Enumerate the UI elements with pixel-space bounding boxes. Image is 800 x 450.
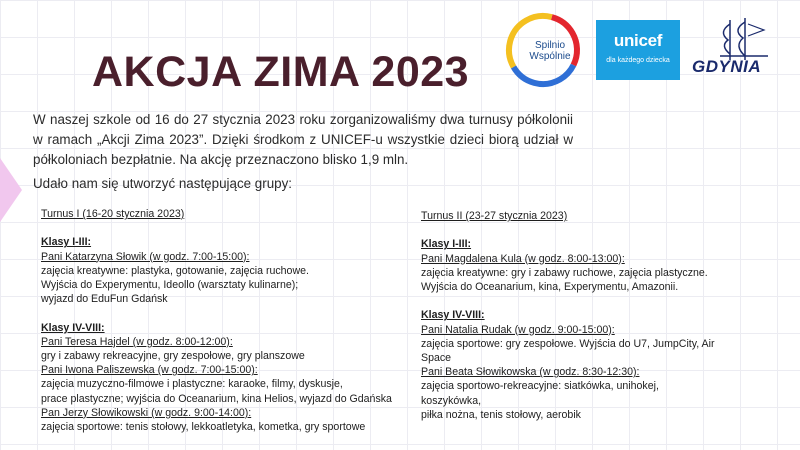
unicef-name: unicef [613, 31, 663, 50]
intro-paragraph: W naszej szkole od 16 do 27 stycznia 2023 roku zorganizowaliśmy dwa turnusy półkolonii w ramach „Akcji Zima 2023”. Dzięki środkom z UNICEF-u wszystkie dzieci biorą udział w półkoloniach bezpłatnie. Na akcję przeznaczono blisko 1,9 mln. [33, 112, 573, 167]
turnus1-klasy48-teacher3: Pan Jerzy Słowikowski (w godz. 9:00-14:00): [41, 406, 252, 419]
spolnie-logo-text [528, 40, 572, 62]
turnus1-klasy13-teacher: Pani Katarzyna Słowik (w godz. 7:00-15:00): [41, 250, 250, 263]
turnus2-heading: Turnus II (23-27 stycznia 2023) [421, 210, 568, 222]
turnus1-klasy48-teacher1: Pani Teresa Hajdel (w godz. 8:00-12:00): [41, 335, 233, 348]
turnus1-heading: Turnus I (16-20 stycznia 2023) [41, 208, 185, 220]
unicef-tagline: dla każdego dziecka [606, 57, 670, 64]
turnus1-klasy48-teacher2: Pani Iwona Paliszewska (w godz. 7:00-15:00): [41, 364, 258, 377]
page-title: AKCJA ZIMA 2023 [92, 48, 470, 96]
turnus1-column [41, 207, 401, 434]
turnus2-klasy48-label: Klasy IV-VIII: [421, 309, 485, 322]
turnus1-klasy13-line2: Wyjścia do Experymentu, Ideollo (warsztaty kulinarne); [41, 279, 299, 291]
turnus1-klasy48-teacher1-desc: gry i zabawy rekreacyjne, gry zespołowe, gry planszowe [41, 350, 305, 362]
groups-intro: Udało nam się utworzyć następujące grupy: [33, 176, 293, 191]
turnus1-klasy48-teacher3-desc: zajęcia sportowe: tenis stołowy, lekkoatletyka, kometka, gry sportowe [41, 421, 366, 434]
decorative-triangle [0, 158, 22, 222]
turnus1-klasy48-label: Klasy IV-VIII: [41, 321, 105, 334]
turnus2-klasy48-teacher2: Pani Beata Słowikowska (w godz. 8:30-12:30): [421, 366, 640, 379]
turnus2-klasy48-teacher1: Pani Natalia Rudak (w godz. 9:00-15:00): [421, 323, 615, 336]
turnus1-klasy48-teacher2-desc1: zajęcia muzyczno-filmowe i plastyczne: karaoke, filmy, dyskusje, [41, 378, 343, 391]
turnus1-klasy48-teacher2-desc2: prace plastyczne; wyjścia do Oceanarium, kina Helios, wyjazd do Gdańska [41, 392, 392, 405]
turnus2-klasy48-teacher2-desc2: piłka nożna, tenis stołowy, aerobik [421, 408, 581, 421]
turnus1-klasy13-line1: zajęcia kreatywne: plastyka, gotowanie, zajęcia ruchowe. [41, 264, 309, 277]
turnus2-klasy48-teacher1-desc1: zajęcia sportowe: gry zespołowe. Wyjścia do U7, JumpCity, Air [421, 337, 715, 350]
turnus1-klasy13-line3: wyjazd do EduFun Gdańsk [41, 293, 168, 306]
turnus1-klasy13-label: Klasy I-III: [41, 236, 92, 249]
spolnie-line2: Wspólnie [529, 51, 571, 62]
spolnie-line1: Spilnio [534, 40, 566, 51]
turnus2-klasy13-line2: Wyjścia do Oceanarium, kina, Experymentu, Amazonii. [421, 281, 679, 293]
gdynia-name: GDYNIA [692, 57, 762, 76]
turnus2-column [421, 209, 721, 422]
turnus2-klasy13-label: Klasy I-III: [421, 238, 472, 251]
unicef-logo [596, 20, 680, 80]
turnus2-klasy48-teacher2-desc1: zajęcia sportowo-rekreacyjne: siatkówka, unihokej, koszykówka, [421, 380, 659, 407]
turnus2-klasy13-line1: zajęcia kreatywne: gry i zabawy ruchowe, zajęcia plastyczne. [421, 266, 708, 279]
turnus2-klasy48-teacher1-desc2: Space [421, 352, 452, 364]
turnus2-klasy13-teacher: Pani Magdalena Kula (w godz. 8:00-13:00): [421, 252, 625, 265]
